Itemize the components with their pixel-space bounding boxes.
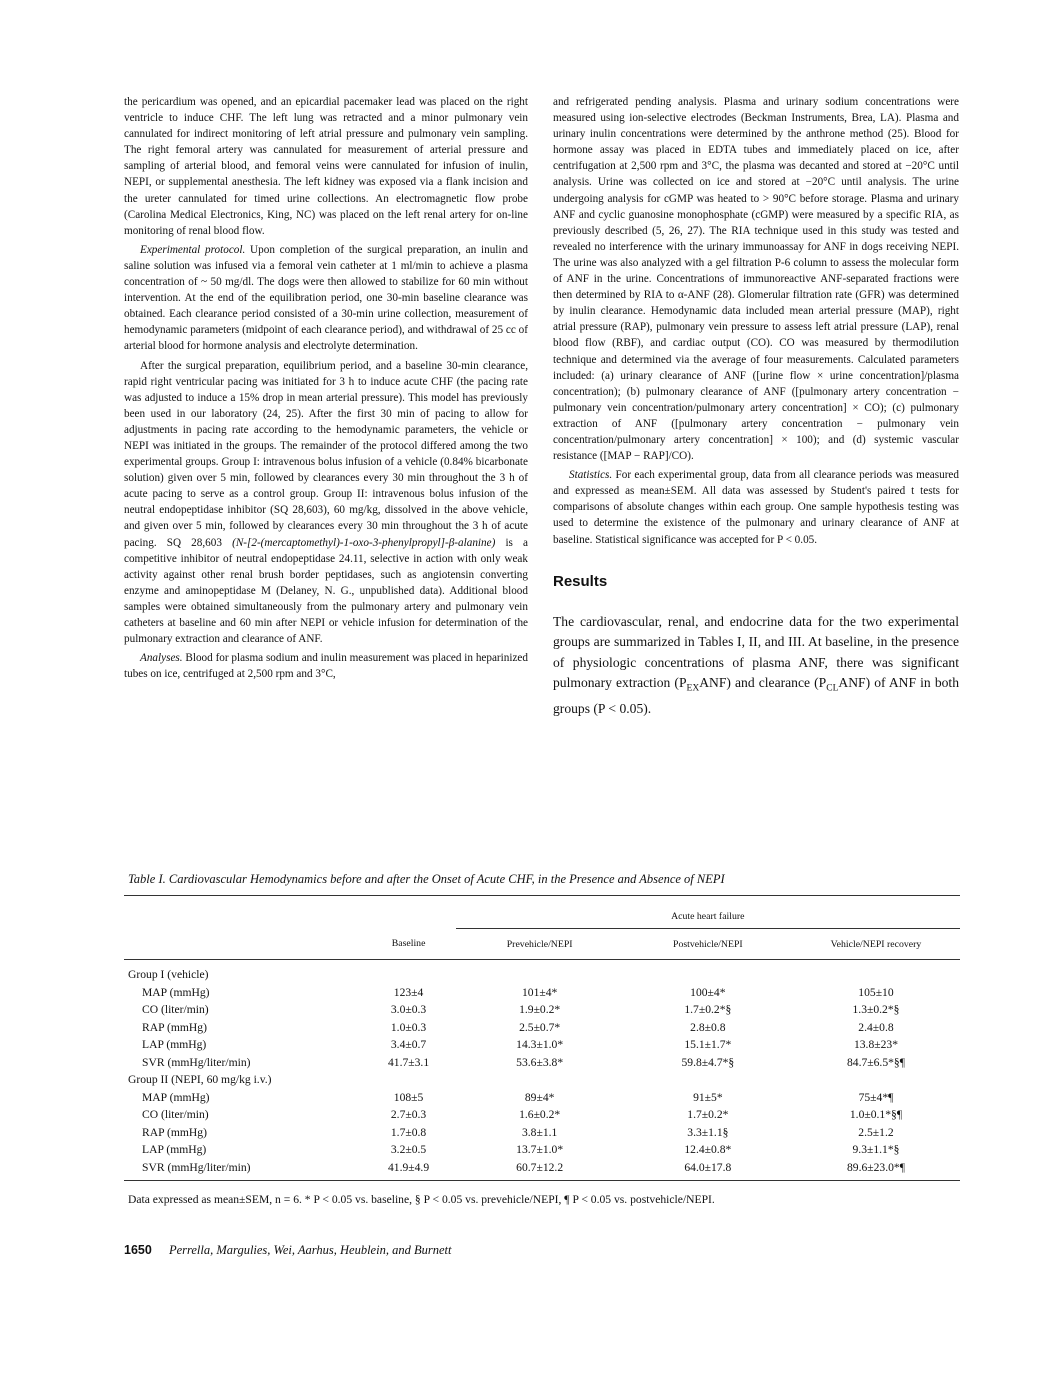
statistics-paragraph: [553, 467, 959, 547]
table-footnote: Data expressed as mean±SEM, n = 6. * P < 0.05 vs. baseline, § P < 0.05 vs. prevehicle/NEPI, ¶ P < 0.05 vs. postvehicle/NEPI.: [128, 1193, 715, 1206]
row-label: RAP (mmHg): [142, 1125, 207, 1139]
results-sub-ex: EX: [686, 683, 700, 694]
table-caption: Table I. Cardiovascular Hemodynamics before and after the Onset of Acute CHF, in the Presence and Absence of NEPI: [128, 872, 725, 886]
cell: 59.8±4.7*§: [681, 1055, 735, 1069]
row-label: LAP (mmHg): [142, 1143, 207, 1157]
analyses-lead: Analyses.: [140, 652, 183, 665]
experimental-protocol-text: Upon completion of the surgical preparation, an inulin and saline solution was infused via a femoral vein catheter at 1 ml/min to achieve a plasma concentration of ~ 50 mg/dl. The dogs were then allowed to stabilize for 60 min without intervention. At the end of the equilibration period, one 30-min baseline clearance was obtained. Each clearance period consisted of a 30-min urine collection, measurement of hemodynamic parameters (midpoint of each clearance period), and withdrawal of 25 cc of arterial blood for hormone analysis and electrolyte determination.: [124, 243, 528, 353]
acute-heart-failure-header: Acute heart failure: [456, 896, 960, 929]
right-paragraph-1: and refrigerated pending analysis. Plasma and urinary sodium concentrations were measured using ion-selective electrodes (Beckman Instruments, Brea, LA). Plasma and urinary inulin concentrations were determined by the anthrone method (25). Blood for hormone assay was placed in EDTA tubes and immediately placed on ice, after centrifugation at 2,500 rpm and 3°C, the plasma was decanted and stored at −20°C until analysis. Urine was collected on ice and stored at −20°C until analysis. The urine undergoing analysis for cGMP was heated to > 90°C before storage. Plasma and urinary ANF and cyclic guanosine monophosphate (cGMP) were measured by a specific RIA, as previously described (5, 26, 27). The RIA technique used in this study was tested and revealed no interference with the urinary immunoassay for ANF in dogs receiving NEPI. The urine was also analyzed with a gel filtration P-6 column to assess the molecular form of ANF in the urine. Concentrations of immunoreactive ANF-separated fractions were then determined by RIA to α-ANF (28). Glomerular filtration rate (GFR) was determined by inulin clearance. Hemodynamic data included mean arterial pressure (MAP), right atrial pressure (RAP), pulmonary vein pressure to assess left atrial pressure (LAP), renal blood flow (RBF), and cardiac output (CO). CO was measured by thermodilution technique and determined via the average of four measurements. Calculated parameters included: (a) urinary clearance of ANF ([urine flow × urine concentration]/plasma concentration); (b) pulmonary clearance of ANF ([pulmonary artery concentration − pulmonary vein concentration/pulmonary artery concentration] × CO); (c) pulmonary extraction of ANF ([pulmonary artery concentration − pulmonary vein concentration/pulmonary artery concentration] × 100); and (d) systemic vascular resistance ([MAP − RAP]/CO).: [553, 96, 959, 463]
table-row: [124, 1054, 960, 1072]
table-1: [124, 872, 960, 1206]
cell: 3.0±0.3: [390, 1003, 427, 1017]
cell: 2.4±0.8: [858, 1020, 894, 1034]
table-row: [124, 1141, 960, 1159]
protocol-groups-paragraph: [124, 358, 528, 648]
table-row: [124, 1106, 960, 1124]
left-column: [124, 94, 528, 685]
row-label: SVR (mmHg/liter/min): [124, 1159, 362, 1181]
cell: 1.3±0.2*§: [852, 1003, 900, 1017]
results-section: [553, 612, 959, 720]
group-1-label: Group I (vehicle): [128, 968, 209, 982]
table-row: [124, 984, 960, 1002]
left-paragraph-1: the pericardium was opened, and an epicardial pacemaker lead was placed on the right ventricle to induce CHF. The left lung was retracted and a minor pulmonary vein cannulated for indirect monitoring of left atrial pressure and pulmonary vein sampling. The right femoral artery was cannulated for measurement of arterial pressure and sampling of arterial blood, and femoral veins were cannulated for infusion of inulin, NEPI, or supplemental anesthesia. The left kidney was exposed via a flank incision and the ureter cannulated for timed urine collections. An electromagnetic flow probe (Carolina Medical Electronics, King, NC) was placed on the left renal artery for on-line monitoring of renal blood flow.: [124, 96, 528, 237]
results-text-a: The cardiovascular, renal, and endocrine data for the two experimental groups are summarized in Tables I, II, and III. At baseline, in the presence of physiologic concentrations of plasma ANF, there was significant pulmonary extraction (P: [553, 613, 959, 691]
table-row: [124, 1019, 960, 1037]
cell: 1.0±0.3: [390, 1020, 427, 1034]
cell: 1.0±0.1*§¶: [849, 1108, 903, 1122]
row-label: CO (liter/min): [142, 1003, 209, 1017]
cell: 84.7±6.5*§¶: [846, 1055, 905, 1069]
cell: 3.3±1.1§: [687, 1125, 729, 1139]
analyses-paragraph: [124, 650, 528, 682]
cell: 13.8±23*: [853, 1038, 898, 1052]
results-paragraph: [553, 612, 959, 720]
cell: 3.8±1.1: [521, 1125, 558, 1139]
cell: 100±4*: [690, 985, 726, 999]
row-label: MAP (mmHg): [142, 1090, 210, 1104]
hemodynamics-table: [124, 895, 960, 1181]
table-row: [124, 1124, 960, 1142]
cell: 1.7±0.2*: [687, 1108, 729, 1122]
cell: 91±5*: [693, 1090, 723, 1104]
cell: 2.8±0.8: [690, 1020, 726, 1034]
row-label: MAP (mmHg): [142, 985, 210, 999]
cell: 2.5±1.2: [858, 1125, 894, 1139]
cell: 14.3±1.0*: [516, 1038, 564, 1052]
table-row: [124, 1001, 960, 1019]
row-label: CO (liter/min): [142, 1108, 209, 1122]
group-2-label: Group II (NEPI, 60 mg/kg i.v.): [128, 1073, 272, 1087]
analyses-text: Blood for plasma sodium and inulin measurement was placed in heparinized tubes on ice, centrifuged at 2,500 rpm and 3°C,: [124, 652, 528, 681]
row-label: SVR (mmHg/liter/min): [142, 1055, 251, 1069]
cell: 101±4*: [521, 985, 558, 999]
table-row: [124, 1036, 960, 1054]
statistics-text: For each experimental group, data from all clearance periods was measured and expressed as mean±SEM. All data was assessed by Student's paired t tests for comparisons of absolute changes within each group. One sample hypothesis testing was used to determine the existence of the pulmonary and urinary clearance of ANF at baseline. Statistical significance was accepted for P < 0.05.: [553, 469, 959, 546]
results-sub-cl: CL: [826, 683, 839, 694]
right-column: [553, 94, 959, 720]
cell: 89.6±23.0*¶: [792, 1159, 960, 1181]
cell: 13.7±1.0*: [516, 1143, 564, 1157]
compound-name: (N-[2-(mercaptomethyl)-1-oxo-3-phenylpropyl]-β-alanine): [232, 536, 496, 549]
running-authors: Perrella, Margulies, Wei, Aarhus, Heublein, and Burnett: [168, 1243, 452, 1257]
cell: 1.9±0.2*: [519, 1003, 561, 1017]
row-label: RAP (mmHg): [142, 1020, 207, 1034]
col-header-postvehicle: Postvehicle/NEPI: [624, 929, 792, 960]
cell: 9.3±1.1*§: [852, 1143, 900, 1157]
cell: 105±10: [858, 985, 894, 999]
page-number: 1650: [124, 1243, 152, 1257]
col-header-baseline: Baseline: [362, 929, 456, 960]
cell: 3.2±0.5: [390, 1143, 427, 1157]
protocol-groups-text: After the surgical preparation, equilibrium period, and a baseline 30-min clearance, rapid right ventricular pacing was initiated for 3 h to induce acute CHF (the pacing rate was adjusted to induce a 15% drop in mean arterial pressure). This model has previously been used in our laboratory (24, 25). After the first 30 min of pacing to allow for adjustments in pacing rate according to the hemodynamic parameters, the vehicle or NEPI was initiated in the groups. The remainder of the protocol differed among the two experimental groups. Group I: intravenous bolus infusion of a vehicle (0.84% bicarbonate solution) given over 5 min, followed by clearances every 30 min throughout the 3 h of acute pacing to serve as a control group. Group II: intravenous bolus infusion of the neutral endopeptidase inhibitor (SQ 28,603), 60 mg/kg, dissolved in the above vehicle, and given over 5 min, followed by clearances every 30 min throughout the 3 h of acute pacing. SQ 28,603: [124, 359, 528, 549]
cell: 108±5: [393, 1090, 424, 1104]
statistics-lead: Statistics.: [569, 469, 613, 482]
col-header-prevehicle: Prevehicle/NEPI: [456, 929, 624, 960]
col-header-recovery: Vehicle/NEPI recovery: [792, 929, 960, 960]
experimental-protocol-paragraph: [124, 242, 528, 355]
table-row: [124, 1089, 960, 1107]
cell: 3.4±0.7: [390, 1038, 427, 1052]
cell: 1.6±0.2*: [519, 1108, 561, 1122]
cell: 15.1±1.7*: [684, 1038, 732, 1052]
table-row: [124, 1159, 960, 1181]
cell: 1.7±0.8: [390, 1125, 427, 1139]
cell: 123±4: [393, 985, 424, 999]
cell: 60.7±12.2: [456, 1159, 624, 1181]
cell: 41.7±3.1: [387, 1055, 430, 1069]
cell: 64.0±17.8: [624, 1159, 792, 1181]
results-text-b: ANF) and clearance (P: [699, 675, 827, 691]
cell: 41.9±4.9: [362, 1159, 456, 1181]
row-label: LAP (mmHg): [142, 1038, 207, 1052]
cell: 2.7±0.3: [390, 1108, 427, 1122]
experimental-protocol-lead: Experimental protocol.: [140, 243, 246, 256]
cell: 1.7±0.2*§: [684, 1003, 732, 1017]
cell: 2.5±0.7*: [519, 1020, 561, 1034]
results-text-c: ANF) of ANF in both groups (P < 0.05).: [553, 675, 959, 717]
results-heading: Results: [553, 572, 608, 590]
cell: 53.6±3.8*: [516, 1055, 564, 1069]
cell: 75±4*¶: [858, 1090, 894, 1104]
page-footer: [124, 1243, 451, 1258]
cell: 12.4±0.8*: [684, 1143, 732, 1157]
cell: 89±4*: [524, 1090, 555, 1104]
protocol-groups-tail: is a competitive inhibitor of neutral endopeptidase 24.11, selective in action with only weak activity against other renal brush border peptidases, such as angiotensin converting enzyme and aminopeptidase M (Delaney, N. G., unpublished data). Additional blood samples were obtained simultaneously from the pulmonary artery and pulmonary vein catheters at baseline and 60 min after NEPI or vehicle infusion for determination of the pulmonary extraction and clearance of ANF.: [124, 536, 529, 646]
